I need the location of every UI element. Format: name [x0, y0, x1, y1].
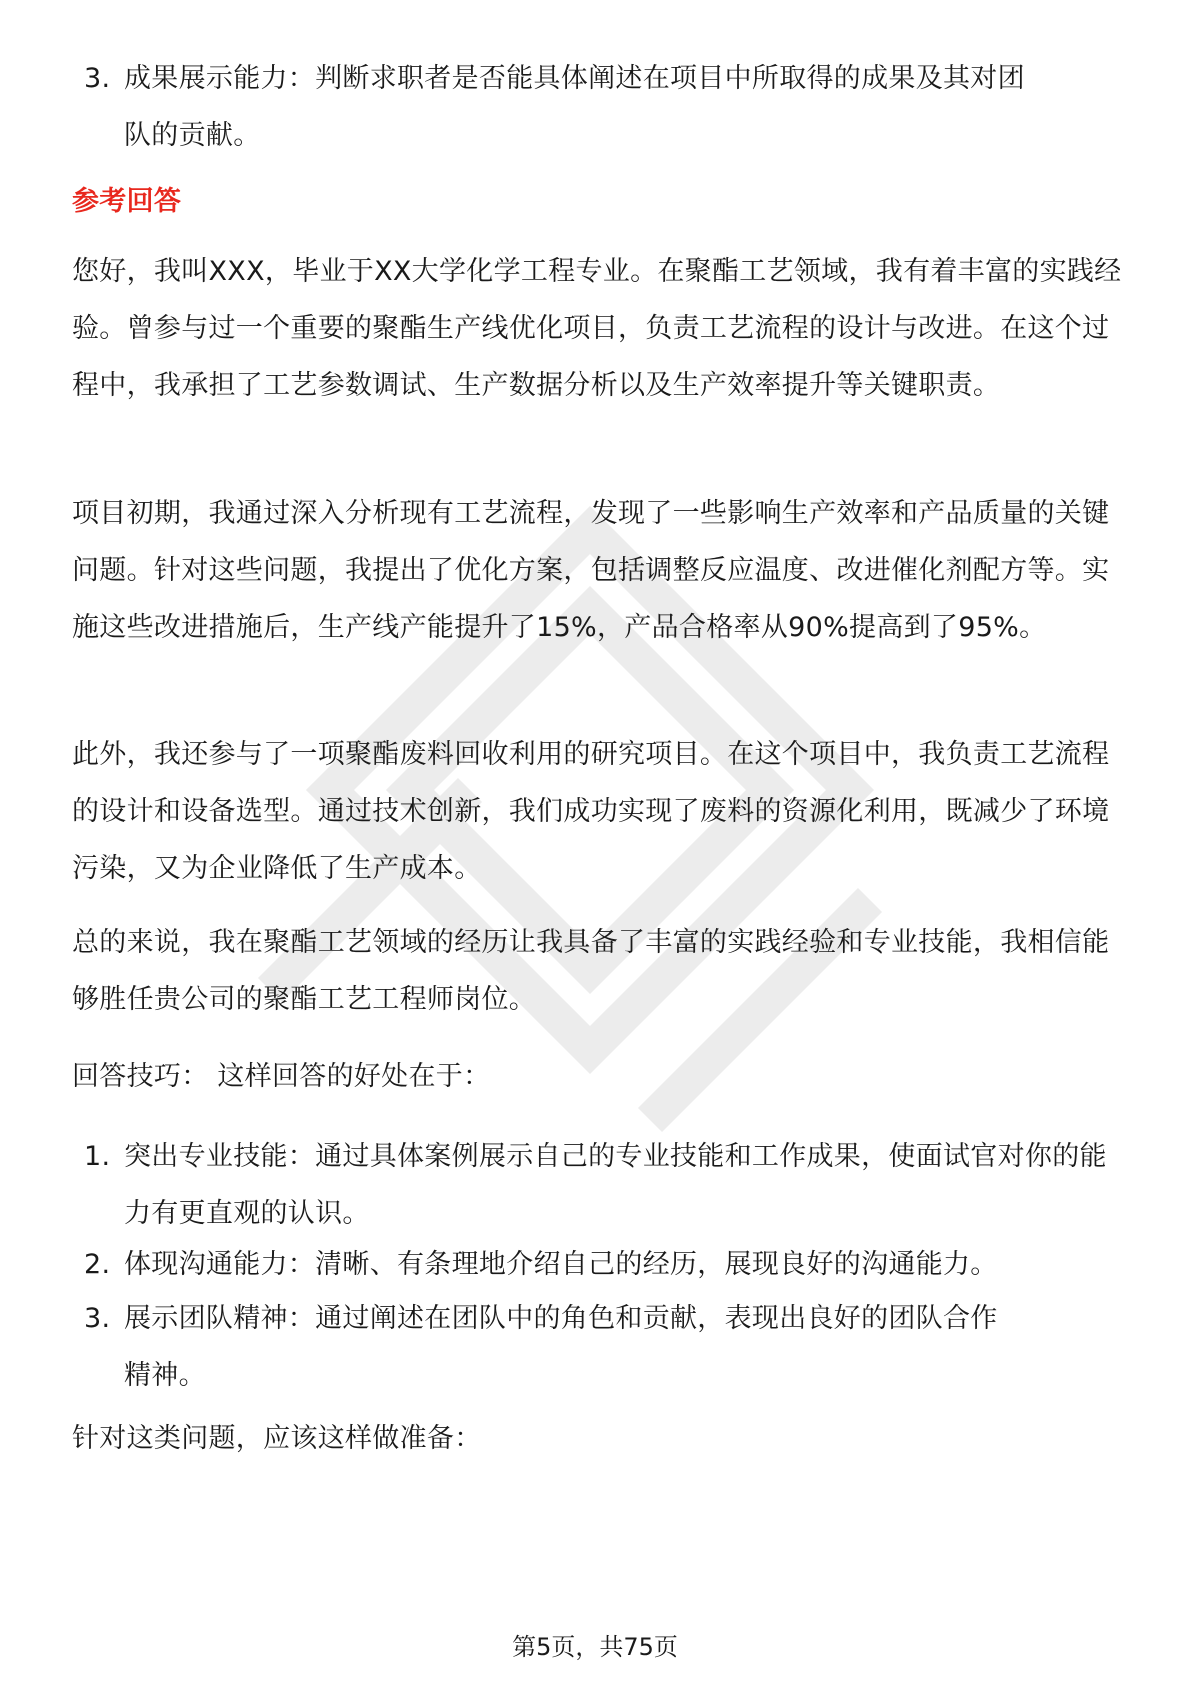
list-item-text: 成果展示能力：判断求职者是否能具体阐述在项目中所取得的成果及其对团队的贡献。: [124, 63, 1025, 151]
list-number: 3.: [84, 63, 111, 94]
answer-heading: 参考回答: [72, 186, 182, 217]
answer-paragraph: 项目初期，我通过深入分析现有工艺流程，发现了一些影响生产效率和产品质量的关键问题。针对这些问题，我提出了优化方案，包括调整反应温度、改进催化剂配方等。实施这些改进措施后，生产线产能提升了15%，产品合格率从90%提高到了95%。: [72, 498, 1110, 643]
answer-paragraph: 此外，我还参与了一项聚酯废料回收利用的研究项目。在这个项目中，我负责工艺流程的设计和设备选型。通过技术创新，我们成功实现了废料的资源化利用，既减少了环境污染，又为企业降低了生产成本。: [72, 739, 1110, 884]
list-item-text: 突出专业技能：通过具体案例展示自己的专业技能和工作成果，使面试官对你的能力有更直观的认识。: [124, 1141, 1107, 1229]
list-number: 1.: [84, 1141, 111, 1172]
answer-paragraph: 总的来说，我在聚酯工艺领域的经历让我具备了丰富的实践经验和专业技能，我相信能够胜任贵公司的聚酯工艺工程师岗位。: [72, 927, 1110, 1015]
tips-intro: 回答技巧： 这样回答的好处在于：: [72, 1061, 491, 1092]
list-item-text: 体现沟通能力：清晰、有条理地介绍自己的经历，展现良好的沟通能力。: [124, 1249, 998, 1280]
list-number: 3.: [84, 1303, 111, 1334]
answer-paragraph: 您好，我叫XXX，毕业于XX大学化学工程专业。在聚酯工艺领域，我有着丰富的实践经验。曾参与过一个重要的聚酯生产线优化项目，负责工艺流程的设计与改进。在这个过程中，我承担了工艺参数调试、生产数据分析以及生产效率提升等关键职责。: [72, 256, 1122, 401]
list-item-text: 展示团队精神：通过阐述在团队中的角色和贡献，表现出良好的团队合作精神。: [124, 1303, 998, 1391]
page-footer: 第5页，共75页: [512, 1633, 678, 1661]
prep-intro: 针对这类问题，应该这样做准备：: [72, 1423, 482, 1454]
list-number: 2.: [84, 1249, 111, 1280]
